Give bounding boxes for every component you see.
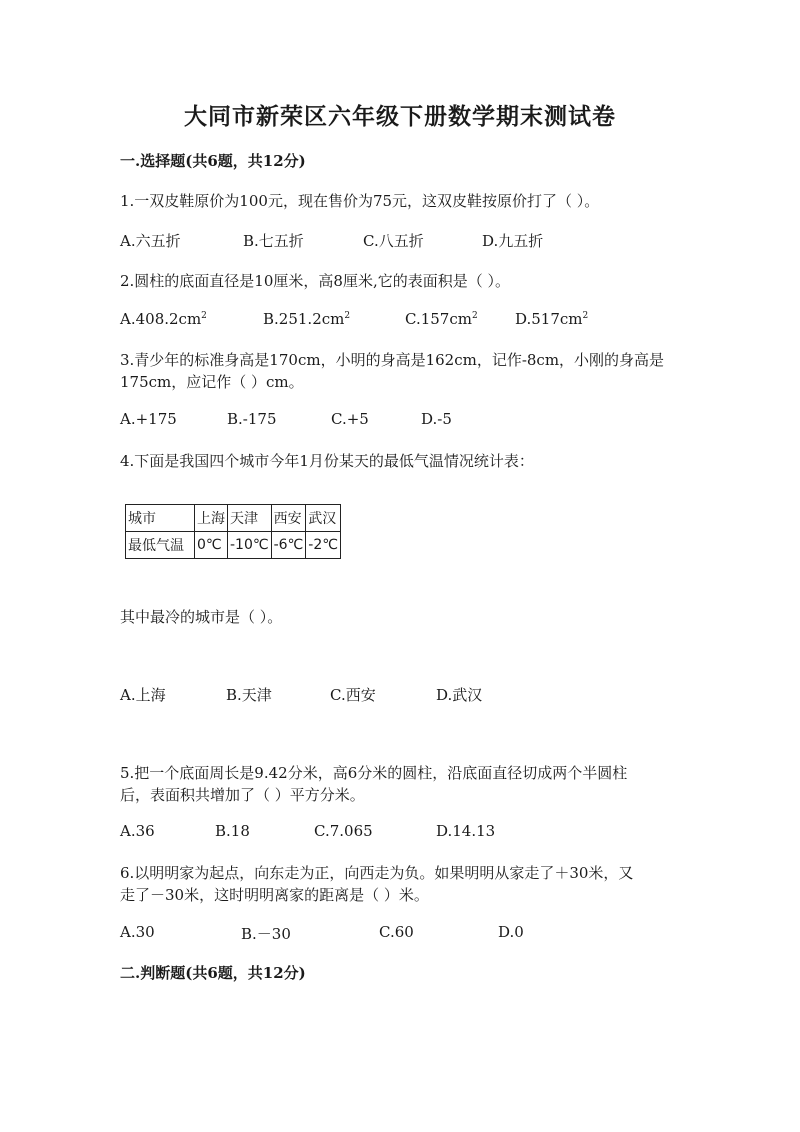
question-3-option-a: A.+175 [120,410,177,428]
question-6-text-line2: 走了－30米，这时明明离家的距离是（ ）米。 [120,886,429,904]
question-1-option-d: D.九五折 [482,232,544,250]
question-2-text: 2.圆柱的底面直径是10厘米，高8厘米,它的表面积是（ ）。 [120,272,510,290]
question-1-option-b: B.七五折 [243,232,304,250]
table-cell: -10℃ [228,532,272,559]
question-1-option-a: A.六五折 [120,232,181,250]
table-cell: -2℃ [306,532,341,559]
table-cell: 最低气温 [126,532,195,559]
question-2-option-a: $A.408.2cm^2$ [120,310,207,328]
section-heading-judgment: 二.判断题(共6题，共12分) [120,964,306,982]
question-5-text-line1: 5.把一个底面周长是9.42分米，高6分米的圆柱，沿底面直径切成两个半圆柱 [120,764,628,782]
question-4-option-c: C.西安 [330,686,376,704]
table-cell: 西安 [271,505,306,532]
question-6-option-b: B.－30 [241,925,291,943]
question-5-option-c: C.7.065 [314,822,373,840]
question-3-text-line1: 3.青少年的标准身高是170cm，小明的身高是162cm，记作-8cm，小刚的身高是 [120,351,665,369]
question-3-option-d: D.-5 [421,410,452,428]
question-2-option-c: $C.157cm^2$ [405,310,478,328]
table-cell: 0℃ [195,532,228,559]
table-row-data [126,532,341,559]
table-cell: -6℃ [271,532,306,559]
question-3-text-line2: 175cm，应记作（ ）cm。 [120,373,304,391]
table-cell: 天津 [228,505,272,532]
table-cell: 城市 [126,505,195,532]
question-4-text: 4.下面是我国四个城市今年1月份某天的最低气温情况统计表： [120,452,534,470]
question-4-option-a: A.上海 [120,686,166,704]
question-2-option-d: $D.517cm^2$ [515,310,589,328]
temperature-table [125,504,341,559]
question-5-option-a: A.36 [120,822,155,840]
question-6-text-line1: 6.以明明家为起点，向东走为正，向西走为负。如果明明从家走了＋30米，又 [120,864,634,882]
table-cell: 上海 [195,505,228,532]
question-4-prompt: 其中最冷的城市是（ ）。 [120,608,283,626]
question-5-option-b: B.18 [215,822,250,840]
question-6-option-a: A.30 [120,923,155,941]
question-5-option-d: D.14.13 [436,822,496,840]
question-3-option-c: C.+5 [331,410,369,428]
question-6-option-c: C.60 [379,923,414,941]
table-cell: 武汉 [306,505,341,532]
question-4-option-d: D.武汉 [436,686,483,704]
page-title: 大同市新荣区六年级下册数学期末测试卷 [184,103,616,130]
table-row-header [126,505,341,532]
question-6-option-d: D.0 [498,923,524,941]
question-2-option-b: $B.251.2cm^2$ [263,310,351,328]
question-1-text: 1.一双皮鞋原价为100元，现在售价为75元，这双皮鞋按原价打了（ ）。 [120,192,600,210]
question-5-text-line2: 后，表面积共增加了（ ）平方分米。 [120,786,365,804]
question-4-option-b: B.天津 [226,686,272,704]
section-heading-choice: 一.选择题(共6题，共12分) [120,152,306,170]
question-1-option-c: C.八五折 [363,232,424,250]
question-3-option-b: B.-175 [227,410,277,428]
